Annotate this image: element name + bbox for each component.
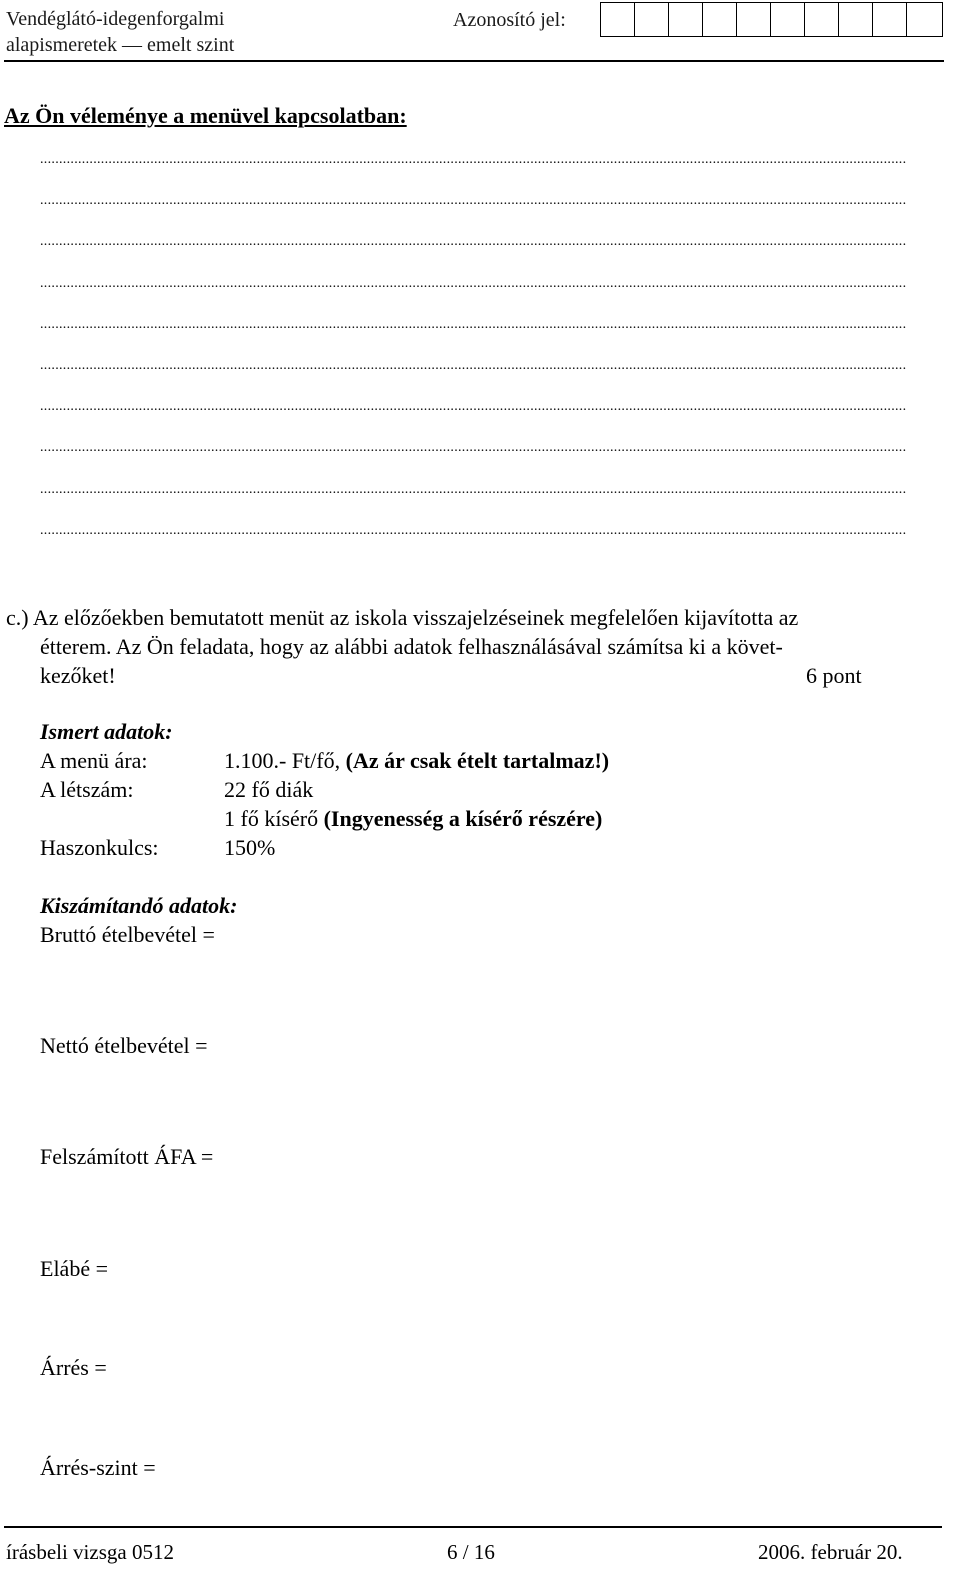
known-data [40,717,609,862]
footer-date: 2006. február 20. [758,1540,903,1564]
id-box[interactable] [839,3,873,36]
id-box[interactable] [771,3,805,36]
price-label: A menü ára: [40,748,148,773]
id-label: Azonosító jel: [453,9,566,31]
margin-value: 150% [224,835,276,860]
margin-label: Haszonkulcs: [40,835,159,860]
id-box[interactable] [601,3,635,36]
headcount-escort: 1 fő kísérő (Ingyenesség a kísérő részére) [224,806,603,831]
header-subject [6,6,234,58]
answer-line[interactable]: .................................................................................................................................................................................................................................... [40,276,907,291]
escort-note: (Ingyenesség a kísérő részére) [323,806,603,831]
answer-line[interactable]: .................................................................................................................................................................................................................................... [40,152,907,167]
cost-of-goods-field[interactable]: Elábé = [40,1256,108,1281]
id-box[interactable] [635,3,669,36]
price-row [40,746,609,775]
headcount-row [40,775,609,804]
markup-field[interactable]: Árrés = [40,1355,107,1380]
answer-line[interactable]: .................................................................................................................................................................................................................................... [40,317,907,332]
answer-line[interactable]: .................................................................................................................................................................................................................................... [40,482,907,497]
id-box[interactable] [703,3,737,36]
header-subject-line2: alapismeretek — emelt szint [6,34,235,56]
answer-line[interactable]: .................................................................................................................................................................................................................................... [40,193,907,208]
vat-field[interactable]: Felszámított ÁFA = [40,1144,214,1169]
footer-exam-code: írásbeli vizsga 0512 [6,1540,174,1564]
header-divider [4,60,944,62]
task-text-line3: kezőket! [40,663,116,688]
escort-row [40,804,609,833]
net-revenue-field[interactable]: Nettó ételbevétel = [40,1033,208,1058]
id-box-grid[interactable] [600,2,943,37]
headcount-label: A létszám: [40,777,134,802]
margin-row [40,833,609,862]
footer-divider [4,1526,942,1528]
gross-revenue-field[interactable]: Bruttó ételbevétel = [40,922,215,947]
id-box[interactable] [907,3,942,36]
id-box[interactable] [737,3,771,36]
id-box[interactable] [669,3,703,36]
task-points: 6 pont [806,663,862,688]
price-note: (Az ár csak ételt tartalmaz!) [345,748,610,773]
markup-level-field[interactable]: Árrés-szint = [40,1455,156,1480]
calc-section [40,891,237,920]
calc-title: Kiszámítandó adatok: [40,893,238,918]
opinion-title: Az Ön véleménye a menüvel kapcsolatban: [4,103,407,128]
header-subject-line1: Vendéglátó-idegenforgalmi [6,8,225,30]
headcount-students: 22 fő diák [224,777,314,802]
footer-page-number: 6 / 16 [447,1540,495,1564]
task-text-line1: c.) Az előzőekben bemutatott menüt az iskola visszajelzéseinek megfelelően kijavította az [6,605,799,630]
price-value: 1.100.- Ft/fő, (Az ár csak ételt tartalmaz!) [224,748,610,773]
answer-line[interactable]: .................................................................................................................................................................................................................................... [40,399,907,414]
answer-line[interactable]: .................................................................................................................................................................................................................................... [40,358,907,373]
answer-line[interactable]: .................................................................................................................................................................................................................................... [40,234,907,249]
task-text-line2: étterem. Az Ön feladata, hogy az alábbi adatok felhasználásával számítsa ki a követ- [40,634,783,659]
answer-line[interactable]: .................................................................................................................................................................................................................................... [40,523,907,538]
id-box[interactable] [805,3,839,36]
task-c [6,603,944,690]
id-box[interactable] [873,3,907,36]
answer-line[interactable]: .................................................................................................................................................................................................................................... [40,440,907,455]
known-data-title: Ismert adatok: [40,719,173,744]
